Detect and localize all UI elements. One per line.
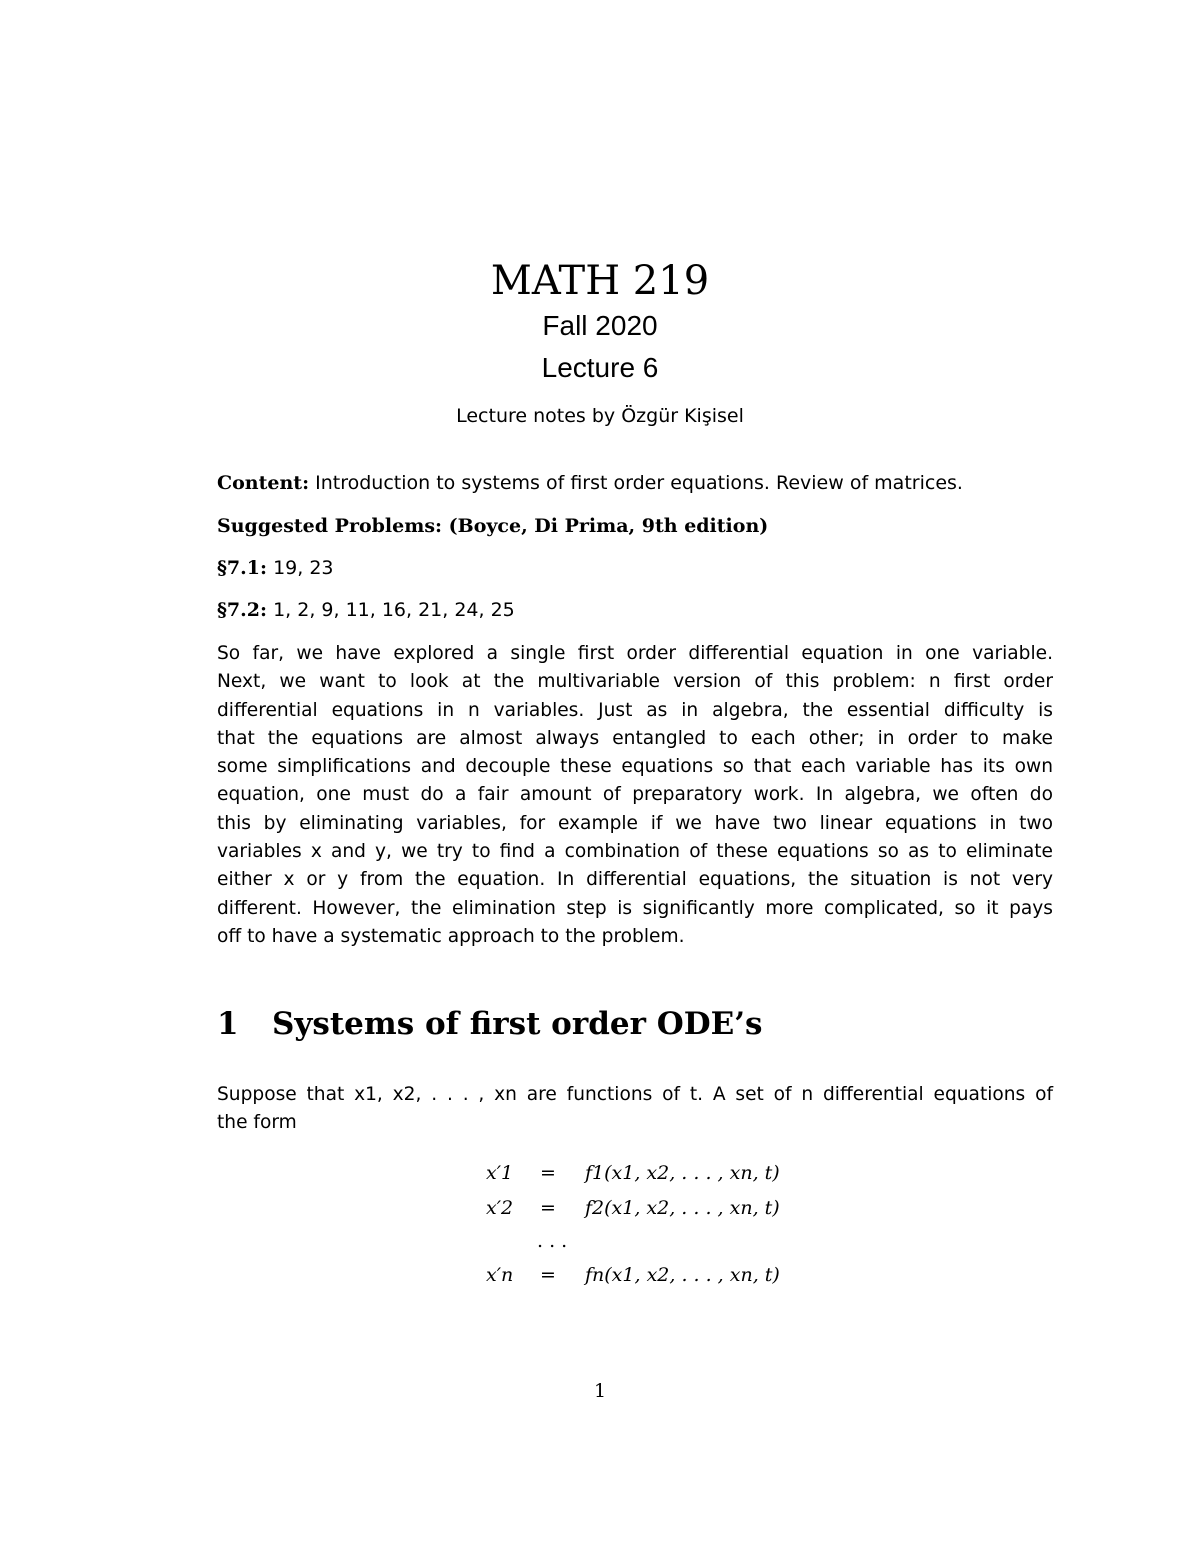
intro-line: this by eliminating variables, for example if we have two linear equations in two bbox=[217, 812, 1053, 834]
section-title: Systems of first order ODE’s bbox=[272, 1006, 763, 1042]
section-7-2-label: §7.2: bbox=[217, 599, 268, 621]
intro-line: either x or y from the equation. In differential equations, the situation is not very bbox=[217, 869, 1053, 891]
section-line: the form bbox=[217, 1112, 297, 1134]
author-line: Lecture notes by Özgür Kişisel bbox=[456, 405, 744, 427]
section-number: 1 bbox=[217, 1006, 239, 1042]
intro-line: differential equations in n variables. Just as in algebra, the essential difficulty is bbox=[217, 699, 1053, 721]
intro-line: that the equations are almost always entangled to each other; in order to make bbox=[217, 727, 1053, 749]
intro-line: off to have a systematic approach to the problem. bbox=[217, 925, 685, 947]
intro-line: variables x and y, we try to find a combination of these equations so as to eliminate bbox=[217, 841, 1053, 863]
equation-rhs: f1(x1, x2, . . . , xn, t) bbox=[585, 1162, 780, 1184]
intro-line: different. However, the elimination step is significantly more complicated, so it pays bbox=[217, 897, 1053, 919]
page-number: 1 bbox=[593, 1380, 607, 1402]
intro-line: So far, we have explored a single first order differential equation in one variable. bbox=[217, 643, 1053, 664]
lecture-number: Lecture 6 bbox=[541, 352, 659, 383]
section-7-2-list: 1, 2, 9, 11, 16, 21, 24, 25 bbox=[273, 599, 515, 621]
equation-rhs: fn(x1, x2, . . . , xn, t) bbox=[585, 1264, 780, 1286]
section-line: Suppose that x1, x2, . . . , xn are functions of t. A set of n differential equations of bbox=[217, 1084, 1053, 1105]
content-line bbox=[217, 472, 963, 494]
equation-rhs: f2(x1, x2, . . . , xn, t) bbox=[585, 1197, 780, 1219]
section-7-1-list: 19, 23 bbox=[273, 557, 334, 579]
section-7-1-label: §7.1: bbox=[217, 557, 268, 579]
course-title: MATH 219 bbox=[490, 258, 710, 304]
intro-paragraph bbox=[217, 640, 1053, 951]
section-7-1-problems bbox=[217, 557, 334, 579]
equals-sign: = bbox=[540, 1162, 556, 1184]
equation-ellipsis: . . . bbox=[537, 1230, 568, 1252]
equals-sign: = bbox=[540, 1197, 556, 1219]
intro-line: equation, one must do a fair amount of preparatory work. In algebra, we often do bbox=[217, 784, 1053, 806]
suggested-problems-heading: Suggested Problems: (Boyce, Di Prima, 9th edition) bbox=[217, 515, 769, 537]
section-7-2-problems bbox=[217, 599, 515, 621]
term: Fall 2020 bbox=[542, 310, 658, 341]
content-text: Introduction to systems of first order equations. Review of matrices. bbox=[315, 472, 963, 494]
equation-lhs: x′2 bbox=[486, 1197, 514, 1219]
intro-line: some simplifications and decouple these equations so that each variable has its own bbox=[217, 756, 1053, 778]
equation-lhs: x′1 bbox=[486, 1162, 514, 1184]
content-label: Content: bbox=[217, 472, 310, 494]
section-paragraph bbox=[217, 1081, 1053, 1138]
intro-line: Next, we want to look at the multivariable version of this problem: n first order bbox=[217, 671, 1053, 693]
equation-lhs: x′n bbox=[486, 1264, 514, 1286]
equals-sign: = bbox=[540, 1264, 556, 1286]
